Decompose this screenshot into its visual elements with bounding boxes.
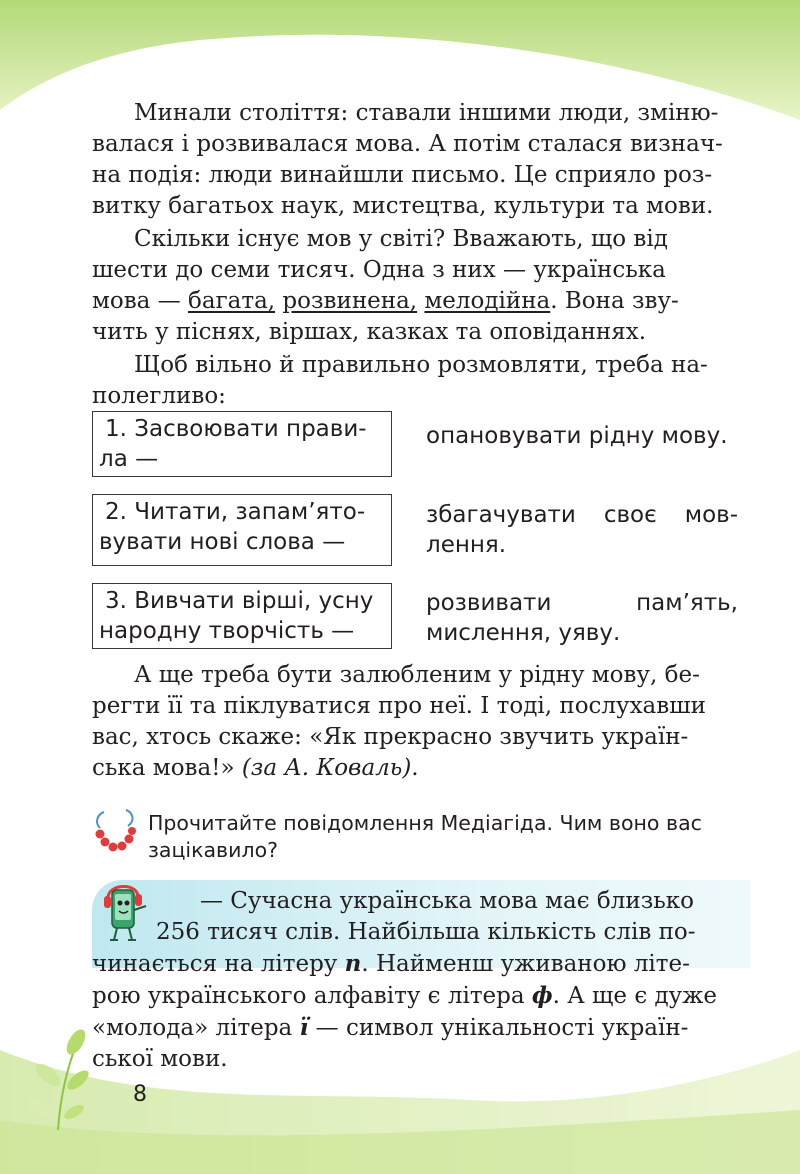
message-line: 256 тисяч слів. Найбільша кількість слів по- [156,919,696,945]
text-fragment: чинається на літеру [92,951,345,977]
text-line: чить у піснях, віршах, казках та оповіданнях. [92,319,647,345]
rule-answer-2 [426,500,738,560]
task-line: зацікавило? [148,838,278,862]
text-fragment: мова — [92,288,189,314]
answer-line: опановувати рідну мову. [426,423,728,449]
paragraph-love-language [92,660,738,784]
text-fragment: . Вона зву- [550,288,679,314]
box-line: вувати нові слова — [99,529,346,555]
paragraph-intro-rules [92,350,738,412]
rule-answer-1 [426,421,738,451]
text-line: Щоб вільно й правильно розмовляти, треба на- [134,352,708,378]
text-fragment: . [411,755,419,781]
rule-box-3 [92,583,392,649]
text-line: Скільки існує мов у світі? Вважають, що від [134,226,668,252]
message-line [92,948,738,980]
message-line: ської мови. [92,1046,228,1072]
leaf-sprig-icon [18,1020,98,1130]
highlighted-letter: ф [531,982,553,1009]
page-number: 8 [133,1082,147,1107]
source-citation: (за А. Коваль) [241,755,412,781]
answer-line: збагачувати своє мов- [426,502,738,528]
underlined-word: багата, [188,288,276,314]
message-line [92,1012,738,1044]
box-line: ла — [99,446,159,472]
text-fragment: . А ще є дуже [552,983,717,1009]
rule-answer-3 [426,588,738,648]
underlined-word: мелодійна [424,288,551,314]
task-instruction [148,810,748,864]
text-line: Минали століття: ставали іншими люди, зміню- [134,100,719,126]
paragraph-history [92,98,738,222]
answer-line: лення. [426,532,507,558]
text-fragment: ська мова!» [92,755,242,781]
media-guide-message [92,886,738,1075]
text-fragment: рою українського алфавіту є літера [92,983,532,1009]
task-line: Прочитайте повідомлення Медіагіда. Чим воно вас [148,811,702,835]
text-line: валася і розвивалася мова. А потім сталася визнач- [92,131,723,157]
text-line-underlined [92,286,738,317]
box-line: народну творчість — [99,618,355,644]
text-line [92,753,738,784]
box-line: 3. Вивчати вірші, усну [105,588,374,614]
highlighted-letter: п [344,950,362,977]
text-line: вас, хтось скаже: «Як прекрасно звучить україн- [92,724,689,750]
message-line: — Сучасна українська мова має близько [200,888,695,914]
answer-line: розвивати пам’ять, [426,590,738,616]
box-line: 1. Засвоювати прави- [105,416,367,442]
text-line: А ще треба бути залюбленим у рідну мову, бе- [134,662,700,688]
answer-line: мислення, уяву. [426,620,621,646]
rule-box-2 [92,494,392,566]
text-line: регти її та піклуватися про неї. І тоді, послухавши [92,693,706,719]
message-line [92,980,738,1012]
text-line: шести до семи тисяч. Одна з них — українська [92,257,666,283]
text-line: полегливо: [92,383,226,409]
text-fragment: «молода» літера [92,1015,300,1041]
text-fragment: — символ унікальності україн- [308,1015,689,1041]
rule-box-1 [92,411,392,477]
highlighted-letter: ї [299,1014,309,1041]
box-line: 2. Читати, запам’ято- [105,499,366,525]
text-line: на подія: люди винайшли письмо. Це сприяло роз- [92,162,713,188]
text-fragment: . Найменш уживаною літе- [361,951,690,977]
underlined-word: розвинена, [282,288,418,314]
text-line: витку багатьох наук, мистецтва, культури та мови. [92,193,714,219]
bead-necklace-icon [92,808,142,854]
paragraph-languages [92,224,738,348]
